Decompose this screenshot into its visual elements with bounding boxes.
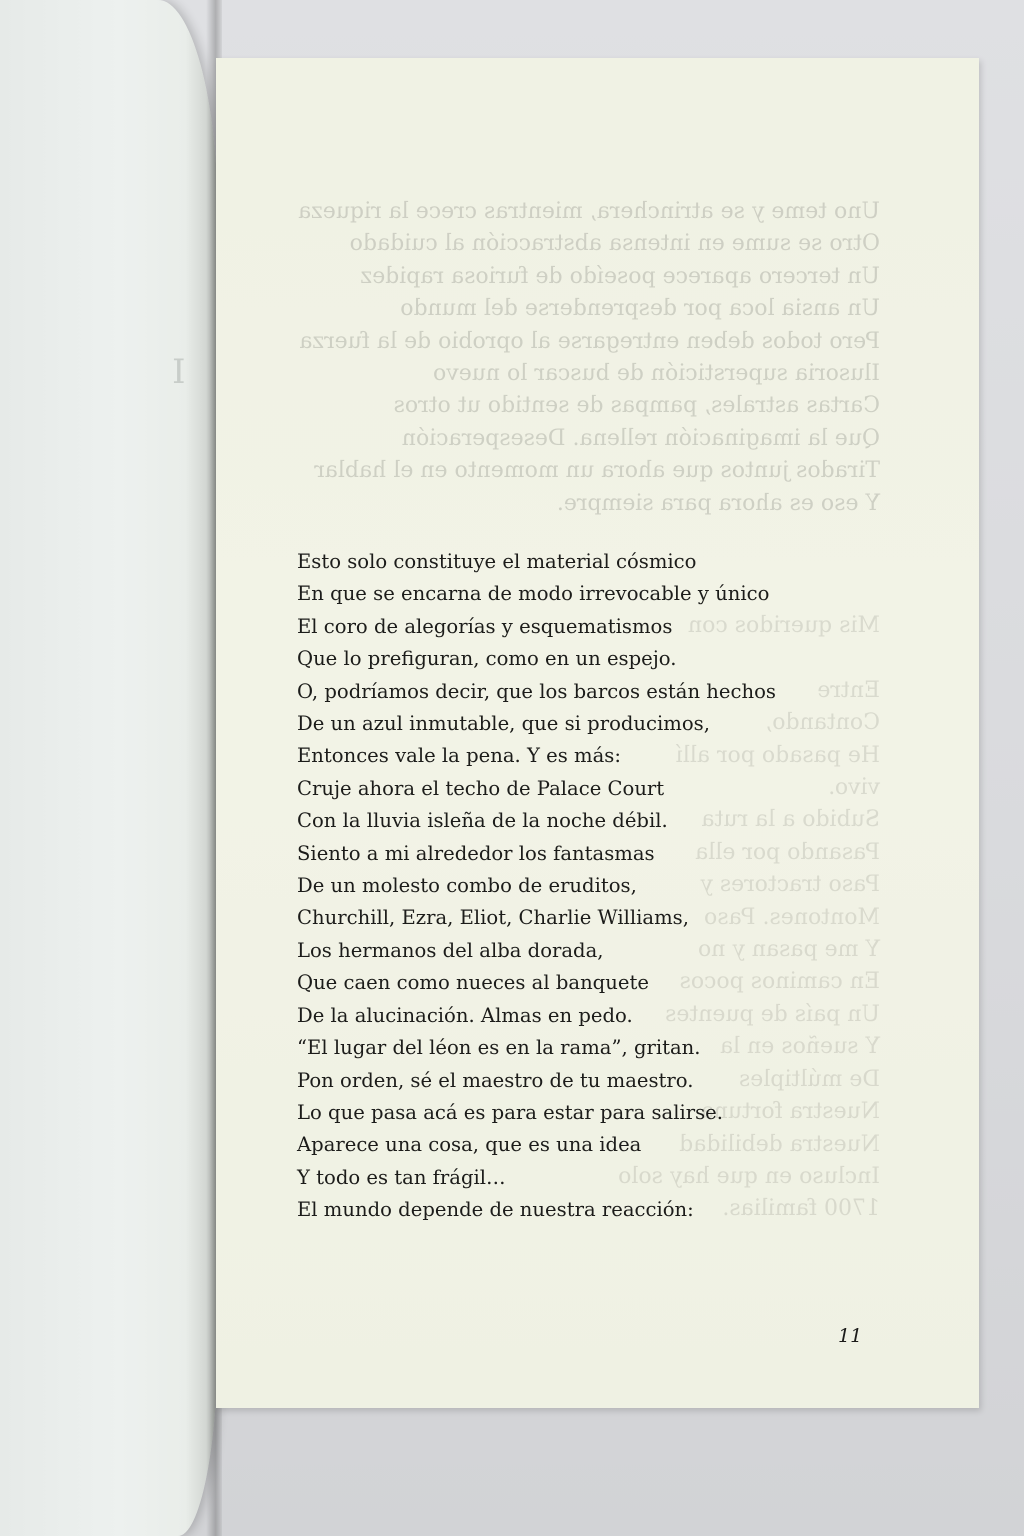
poem-line: Aparece una cosa, que es una idea — [297, 1133, 642, 1157]
poem-line: Que lo prefiguran, como en un espejo. — [297, 647, 677, 671]
poem-line: Pon orden, sé el maestro de tu maestro. — [297, 1068, 694, 1092]
poem-line: En que se encarna de modo irrevocable y único — [297, 582, 770, 606]
poem-line: Los hermanos del alba dorada, — [297, 938, 604, 962]
poem-line: El coro de alegorías y esquematismos — [297, 614, 673, 638]
poem-line: El mundo depende de nuestra reacción: — [297, 1198, 694, 1222]
page-number: 11 — [838, 1325, 863, 1347]
poem-line: Que caen como nueces al banquete — [297, 971, 649, 995]
poem-text — [297, 546, 776, 1227]
poem-line: Lo que pasa acá es para estar para salirse. — [297, 1100, 723, 1124]
poem-line: Esto solo constituye el material cósmico — [297, 550, 697, 573]
poem-line: Con la lluvia isleña de la noche débil. — [297, 809, 668, 833]
poem-line: De un molesto combo de eruditos, — [297, 874, 637, 898]
poem-line: Y todo es tan frágil… — [297, 1165, 506, 1189]
left-page — [0, 0, 218, 1536]
bleed-through-mark: I — [172, 352, 186, 392]
poem-line: Entonces vale la pena. Y es más: — [297, 744, 621, 768]
poem-line: De un azul inmutable, que si producimos, — [297, 712, 710, 736]
poem-line: “El lugar del léon es en la rama”, gritan. — [297, 1036, 701, 1060]
poem-line: Siento a mi alrededor los fantasmas — [297, 841, 655, 865]
poem-line: Churchill, Ezra, Eliot, Charlie Williams, — [297, 906, 689, 930]
bleed-through-text-upper: Uno teme y se atrinchera, mientras crece la riqueza Otro se sume en intensa abstracción al cuidado Un tercero aparece poseído de furiosa rapidez Un ansia loca por desprenderse del mundo Pero todos deben entregarse al oprobio de la fuerza Ilusoria superstición de buscar lo nuevo Cartas astrales, pampas de sentido ut otros Que la imaginación rellena. Desesperación Tirados juntos que ahora un momento en el hablar Y eso es ahora para siempre. — [298, 199, 880, 516]
poem-line: Cruje ahora el techo de Palace Court — [297, 776, 665, 800]
poem-line: De la alucinación. Almas en pedo. — [297, 1003, 633, 1027]
poem-line: O, podríamos decir, que los barcos están hechos — [297, 679, 776, 703]
